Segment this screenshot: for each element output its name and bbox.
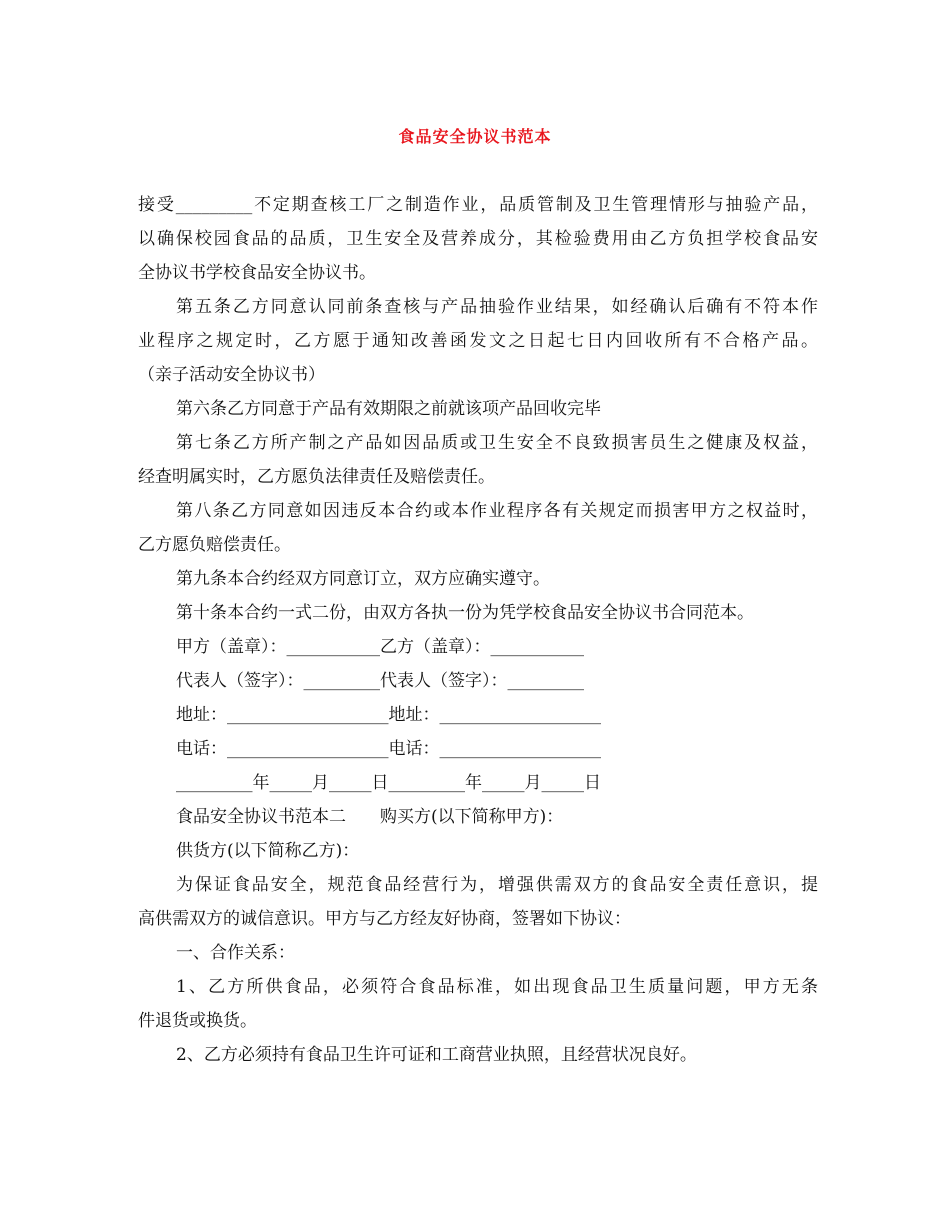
body-line: 业程序之规定时，乙方愿于通知改善函发文之日起七日内回收所有不合格产品。 xyxy=(138,331,818,351)
body-line: 第五条乙方同意认同前条查核与产品抽验作业结果，如经确认后确有不符本作 xyxy=(176,297,818,317)
body-line: 2、乙方必须持有食品卫生许可证和工商营业执照，且经营状况良好。 xyxy=(176,1045,697,1065)
body-line: 第九条本合约经双方同意订立，双方应确实遵守。 xyxy=(176,569,550,589)
document-title: 食品安全协议书范本 xyxy=(398,127,552,146)
body-line: 第六条乙方同意于产品有效期限之前就该项产品回收完毕 xyxy=(176,399,601,419)
body-line: 第十条本合约一式二份，由双方各执一份为凭学校食品安全协议书合同范本。 xyxy=(176,603,754,623)
body-line: 一、合作关系： xyxy=(176,943,295,963)
document-body xyxy=(138,188,818,1072)
body-line: 经查明属实时，乙方愿负法律责任及赔偿责任。 xyxy=(138,467,495,487)
body-line: 件退货或换货。 xyxy=(138,1011,257,1031)
body-line: _________年_____月_____日_________年_____月_____日 xyxy=(176,773,601,793)
body-line: 甲方（盖章）：___________乙方（盖章）：___________ xyxy=(176,637,584,657)
body-line: 第八条乙方同意如因违反本合约或本作业程序各有关规定而损害甲方之权益时， xyxy=(176,501,818,521)
body-line: 高供需双方的诚信意识。甲方与乙方经友好协商，签署如下协议： xyxy=(138,909,631,929)
body-line: 供货方(以下简称乙方)： xyxy=(176,841,360,861)
body-line: 乙方愿负赔偿责任。 xyxy=(138,535,291,555)
body-line: 全协议书学校食品安全协议书。 xyxy=(138,263,376,283)
body-line: 第七条乙方所产制之产品如因品质或卫生安全不良致损害员生之健康及权益， xyxy=(176,433,818,453)
body-line: 代表人（签字）：_________代表人（签字）：_________ xyxy=(176,671,584,691)
body-line: （亲子活动安全协议书） xyxy=(138,365,325,385)
body-line: 电话：___________________电话：___________________ xyxy=(176,739,601,759)
body-line: 地址：___________________地址：___________________ xyxy=(176,705,601,725)
body-line: 食品安全协议书范本二 购买方(以下简称甲方)： xyxy=(176,807,564,827)
body-line: 以确保校园食品的品质，卫生安全及营养成分，其检验费用由乙方负担学校食品安 xyxy=(138,229,818,249)
body-line: 为保证食品安全，规范食品经营行为，增强供需双方的食品安全责任意识，提 xyxy=(176,875,818,895)
body-line: 1、乙方所供食品，必须符合食品标准，如出现食品卫生质量问题，甲方无条 xyxy=(176,977,818,997)
body-line: 接受_________不定期查核工厂之制造作业，品质管制及卫生管理情形与抽验产品， xyxy=(138,195,818,215)
